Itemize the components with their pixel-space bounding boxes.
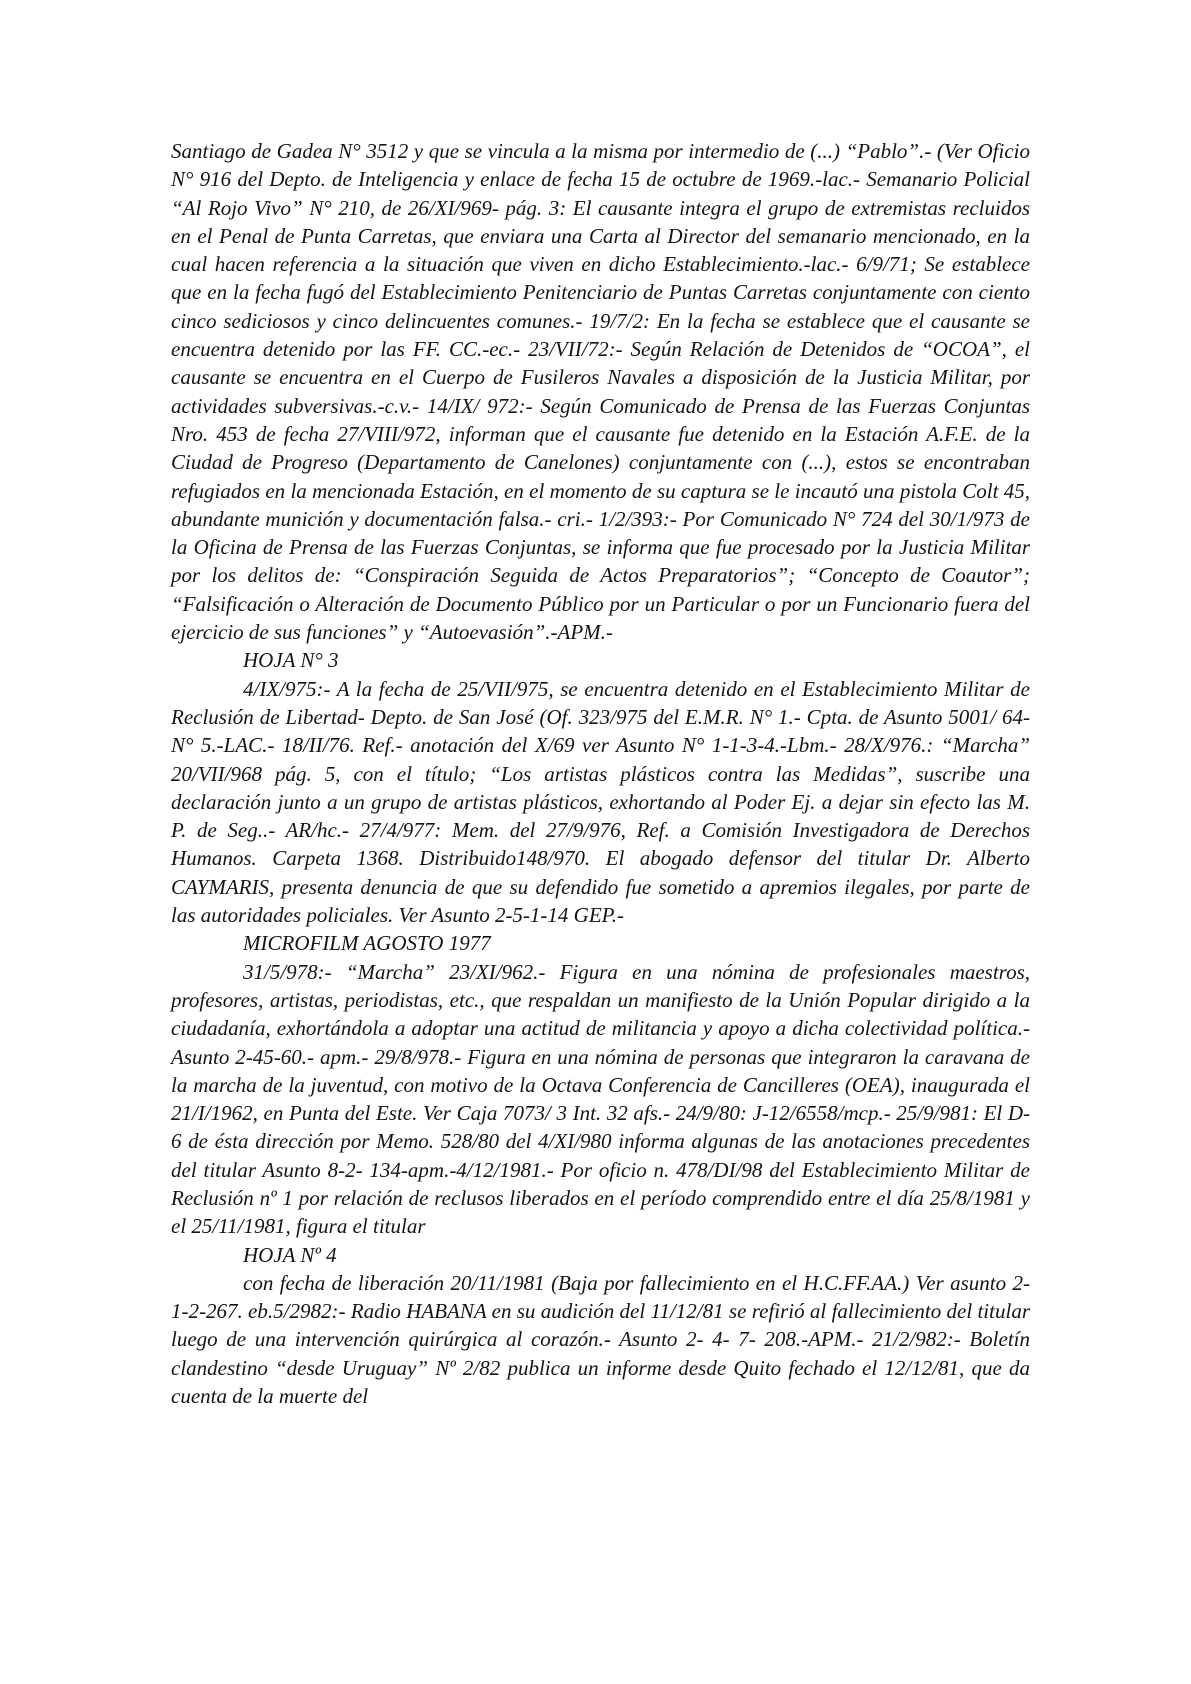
paragraph-hoja-3-entries: 4/IX/975:- A la fecha de 25/VII/975, se encuentra detenido en el Establecimiento Militar de Reclusión de Libertad- Depto. de San José (Of. 323/975 del E.M.R. N° 1.- Cpta. de Asunto 5001/ 64- N° 5.-LAC.- 18/II/76. Ref.- anotación del X/69 ver Asunto N° 1-1-3-4.-Lbm.- 28/X/976.: “Marcha” 20/VII/968 pág. 5, con el título; “Los artistas plásticos contra las Medidas”, suscribe una declaración junto a un grupo de artistas plásticos, exhortando al Poder Ej. a dejar sin efecto las M. P. de Seg..- AR/hc.- 27/4/977: Mem. del 27/9/976, Ref. a Comisión Investigadora de Derechos Humanos. Carpeta 1368. Distribuido148/970. El abogado defensor del titular Dr. Alberto CAYMARIS, presenta denuncia de que su defendido fue sometido a apremios ilegales, por parte de las autoridades policiales. Ver Asunto 2-5-1-14 GEP.- [171, 676, 1030, 928]
paragraph-hoja-4-entries: con fecha de liberación 20/11/1981 (Baja por fallecimiento en el H.C.FF.AA.) Ver asunto 2-1-2-267. eb.5/2982:- Radio HABANA en su audición del 11/12/81 se refirió al fallecimiento del titular luego de una intervención quirúrgica al corazón.- Asunto 2- 4- 7- 208.-APM.- 21/2/982:- Boletín clandestino “desde Uruguay” Nº 2/82 publica un informe desde Quito fechado el 12/12/81, que da cuenta de la muerte del [171, 1270, 1030, 1409]
paragraph-record-continuation: Santiago de Gadea N° 3512 y que se vincula a la misma por intermedio de (...) “Pablo”.- (Ver Oficio N° 916 del Depto. de Inteligencia y enlace de fecha 15 de octubre de 1969.-lac.- Semanario Policial “Al Rojo Vivo” N° 210, de 26/XI/969- pág. 3: El causante integra el grupo de extremistas recluidos en el Penal de Punta Carretas, que enviara una Carta al Director del semanario mencionado, en la cual hacen referencia a la situación que viven en dicho Establecimiento.-lac.- 6/9/71; Se establece que en la fecha fugó del Establecimiento Penitenciario de Puntas Carretas conjuntamente con ciento cinco sediciosos y cinco delincuentes comunes.- 19/7/2: En la fecha se establece que el causante se encuentra detenido por las FF. CC.-ec.- 23/VII/72:- Según Relación de Detenidos de “OCOA”, el causante se encuentra en el Cuerpo de Fusileros Navales a disposición de la Justicia Militar, por actividades subversivas.-c.v.- 14/IX/ 972:- Según Comunicado de Prensa de las Fuerzas Conjuntas Nro. 453 de fecha 27/VIII/972, informan que el causante fue detenido en la Estación A.F.E. de la Ciudad de Progreso (Departamento de Canelones) conjuntamente con (...), estos se encontraban refugiados en la mencionada Estación, en el momento de su captura se le incautó una pistola Colt 45, abundante munición y documentación falsa.- cri.- 1/2/393:- Por Comunicado N° 724 del 30/1/973 de la Oficina de Prensa de las Fuerzas Conjuntas, se informa que fue procesado por la Justicia Militar por los delitos de: “Conspiración Seguida de Actos Preparatorios”; “Concepto de Coautor”; “Falsificación o Alteración de Documento Público por un Particular o por un Funcionario fuera del ejercicio de sus funciones” y “Autoevasión”.-APM.- [171, 139, 1030, 645]
heading-microfilm: MICROFILM AGOSTO 1977 [243, 931, 491, 956]
heading-hoja-3: HOJA N° 3 [243, 648, 339, 673]
heading-hoja-4: HOJA Nº 4 [243, 1242, 337, 1267]
document-body [171, 137, 1030, 1410]
paragraph-microfilm-entries: 31/5/978:- “Marcha” 23/XI/962.- Figura en una nómina de profesionales maestros, profesores, artistas, periodistas, etc., que respaldan un manifiesto de la Unión Popular dirigido a la ciudadanía, exhortándola a adoptar una actitud de militancia y apoyo a dicha colectividad política.- Asunto 2-45-60.- apm.- 29/8/978.- Figura en una nómina de personas que integraron la caravana de la marcha de la juventud, con motivo de la Octava Conferencia de Cancilleres (OEA), inaugurada el 21/I/1962, en Punta del Este. Ver Caja 7073/ 3 Int. 32 afs.- 24/9/80: J-12/6558/mcp.- 25/9/981: El D-6 de ésta dirección por Memo. 528/80 del 4/XI/980 informa algunas de las anotaciones precedentes del titular Asunto 8-2- 134-apm.-4/12/1981.- Por oficio n. 478/DI/98 del Establecimiento Militar de Reclusión nº 1 por relación de reclusos liberados en el período comprendido entre el día 25/8/1981 y el 25/11/1981, figura el titular [171, 959, 1030, 1239]
